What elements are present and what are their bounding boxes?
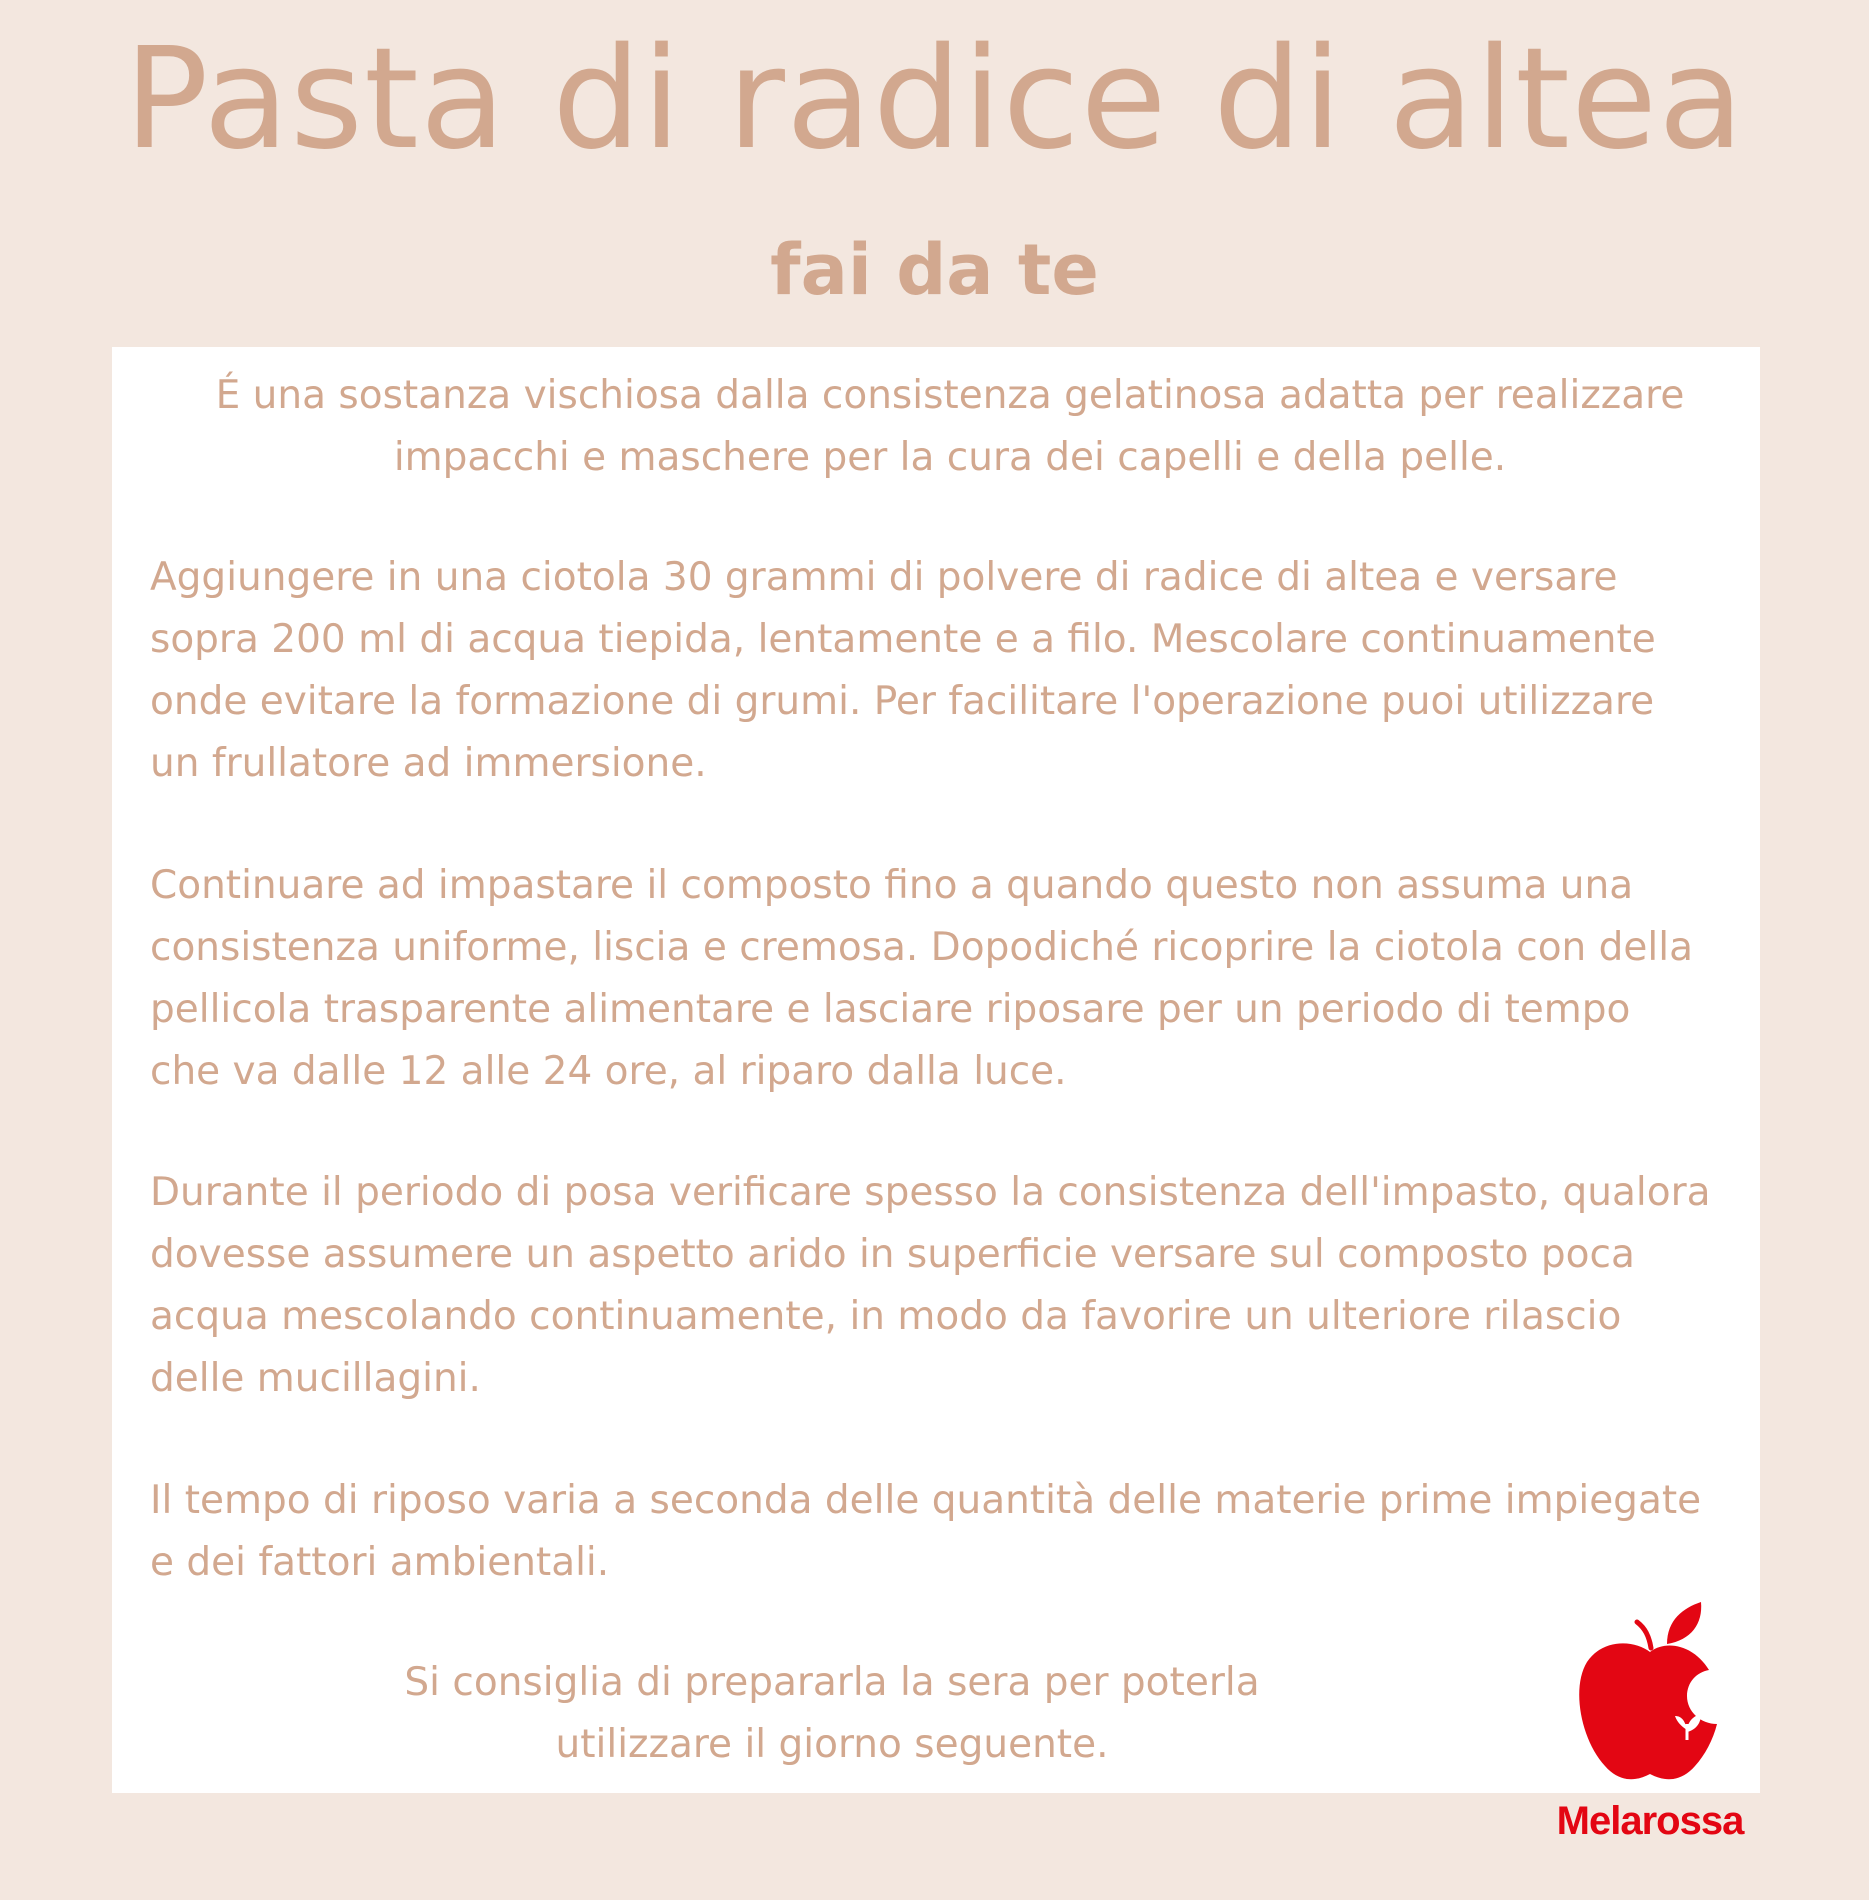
paragraph-preparation: Aggiungere in una ciotola 30 grammi di polvere di radice di altea e versare sopra 200 ml di acqua tiepida, lentamente e a filo. Mescolare continuamente onde evitare la formazione di grumi. Per facilitare l'operazione puoi utilizzare un frullatore ad immersione.	[150, 555, 1656, 786]
apple-stem	[1637, 1622, 1651, 1648]
tip-paragraph: Si consiglia di prepararla la sera per poterla utilizzare il giorno seguente.	[404, 1660, 1260, 1767]
apple-body	[1579, 1643, 1717, 1779]
apple-leaf	[1667, 1602, 1701, 1644]
page-subtitle: fai da te	[770, 229, 1099, 311]
apple-icon	[1575, 1600, 1725, 1785]
paragraph-kneading: Continuare ad impastare il composto fino a quando questo non assuma una consistenza uniforme, liscia e cremosa. Dopodiché ricoprire la ciotola con della pellicola trasparente alimentare e lasciare riposare per un periodo di tempo che va dalle 12 alle 24 ore, al riparo dalla luce.	[150, 863, 1693, 1094]
intro-paragraph: É una sostanza vischiosa dalla consistenza gelatinosa adatta per realizzare impacchi e maschere per la cura dei capelli e della pelle.	[215, 373, 1685, 480]
content-card	[112, 347, 1760, 1793]
paragraph-resting-check: Durante il periodo di posa verificare spesso la consistenza dell'impasto, qualora dovesse assumere un aspetto arido in superficie versare sul composto poca acqua mescolando continuamente, in modo da favorire un ulteriore rilascio delle mucillagini.	[150, 1170, 1711, 1401]
paragraph-resting-time: Il tempo di riposo varia a seconda delle quantità delle materie prime impiegate e dei fattori ambientali.	[150, 1478, 1702, 1585]
page-title: Pasta di radice di altea	[124, 18, 1745, 181]
brand-logo-text: Melarossa	[1556, 1799, 1744, 1843]
